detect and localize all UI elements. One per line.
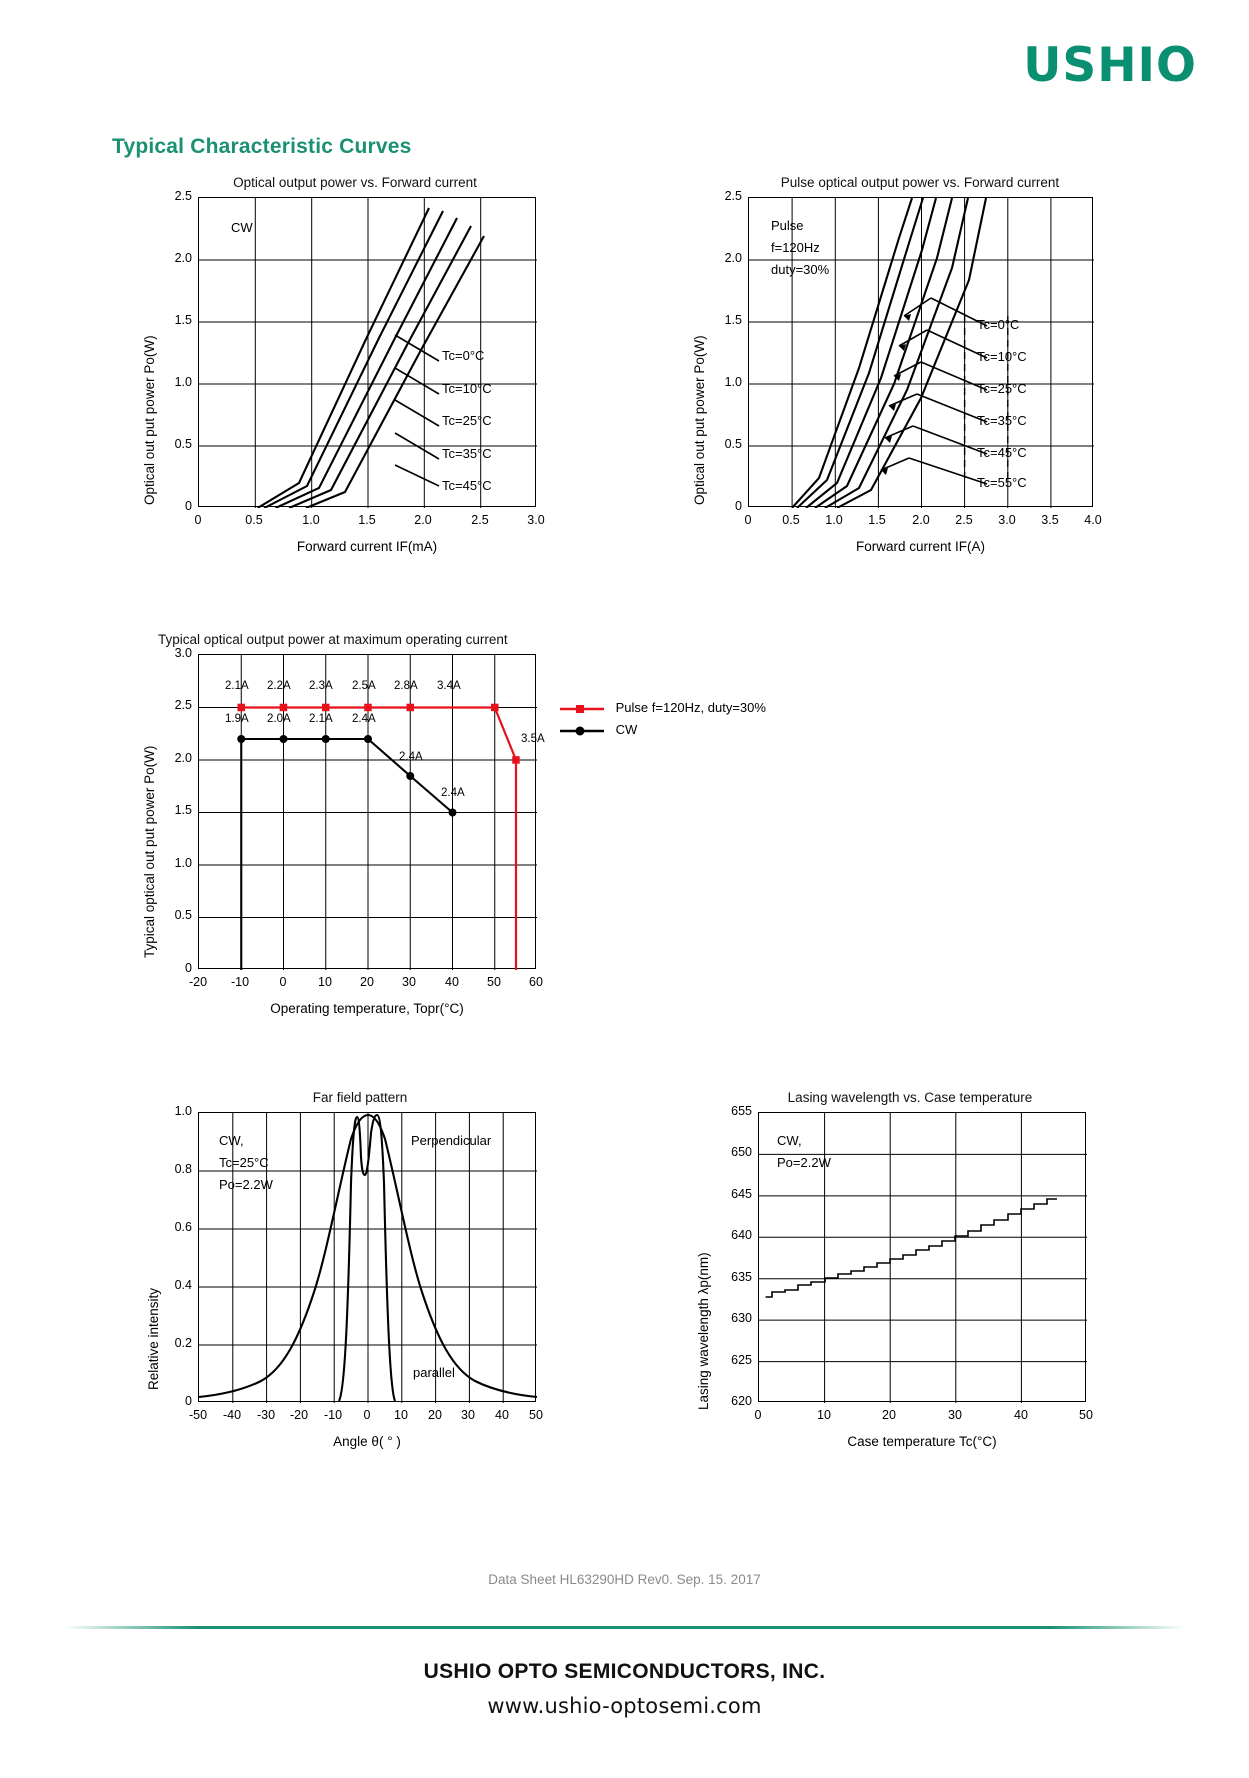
- series-label-tc35: Tc=35°C: [442, 446, 492, 461]
- y-tick: 1.5: [724, 313, 742, 327]
- series-label-tc25: Tc=25°C: [977, 381, 1027, 396]
- x-tick: 0.5: [245, 513, 263, 527]
- y-tick: 645: [731, 1187, 752, 1201]
- x-tick: 0.5: [782, 513, 800, 527]
- x-axis-label: Operating temperature, Topr(°C): [270, 1001, 464, 1016]
- x-tick: -10: [230, 975, 250, 989]
- point-label-pulse: 3.5A: [521, 733, 545, 745]
- y-tick: 1.0: [174, 375, 192, 389]
- y-tick: 1.5: [174, 313, 192, 327]
- x-axis-label: Forward current IF(A): [855, 539, 986, 554]
- point-label-pulse: 3.4A: [437, 680, 461, 692]
- x-tick: 30: [402, 975, 416, 989]
- x-tick: 40: [1014, 1408, 1028, 1422]
- page-title: Typical Characteristic Curves: [112, 135, 412, 158]
- y-tick: 0.5: [724, 437, 742, 451]
- chart-legend: [560, 700, 860, 744]
- x-tick: 2.5: [471, 513, 489, 527]
- y-axis-label: Optical out put power Po(W): [142, 335, 157, 505]
- point-label-cw: 2.4A: [352, 713, 376, 725]
- chart-wavelength-vs-case-temp: [690, 1090, 1120, 1490]
- y-tick: 1.0: [724, 375, 742, 389]
- chart-pulse-po-vs-if: [690, 175, 1130, 575]
- y-tick: 2.5: [174, 698, 192, 712]
- annotation-cw: CW,: [777, 1133, 802, 1148]
- x-tick: 10: [817, 1408, 831, 1422]
- series-label-tc25: Tc=25°C: [442, 413, 492, 428]
- legend-item-cw: [560, 722, 860, 744]
- x-tick: -10: [323, 1408, 343, 1422]
- x-tick: 40: [445, 975, 459, 989]
- y-tick: 620: [731, 1394, 752, 1408]
- x-tick: 20: [428, 1408, 442, 1422]
- x-tick: 3.0: [527, 513, 545, 527]
- x-axis-label: Angle θ( ° ): [333, 1434, 401, 1449]
- y-tick: 640: [731, 1228, 752, 1242]
- chart-title: Typical optical output power at maximum operating current: [158, 632, 508, 647]
- x-tick: 2.5: [955, 513, 973, 527]
- series-label-tc10: Tc=10°C: [977, 349, 1027, 364]
- y-axis-label: Typical optical out put power Po(W): [142, 745, 157, 958]
- point-label-cw: 2.4A: [441, 787, 465, 799]
- x-tick: 4.0: [1084, 513, 1102, 527]
- series-label-tc45: Tc=45°C: [977, 445, 1027, 460]
- x-tick: -30: [256, 1408, 276, 1422]
- series-label-tc0: Tc=0°C: [977, 317, 1020, 332]
- y-tick: 655: [731, 1104, 752, 1118]
- y-axis-label: Optical out put power Po(W): [692, 335, 707, 505]
- x-tick: -20: [188, 975, 208, 989]
- plot-area: [198, 654, 545, 969]
- x-tick: 20: [360, 975, 374, 989]
- x-tick: 40: [495, 1408, 509, 1422]
- y-tick: 0: [185, 499, 192, 513]
- y-tick: 2.0: [174, 251, 192, 265]
- datasheet-note: Data Sheet HL63290HD Rev0. Sep. 15. 2017: [488, 1572, 761, 1587]
- y-tick: 0.2: [174, 1336, 192, 1350]
- x-tick: 0: [744, 513, 752, 527]
- legend-label-pulse: Pulse f=120Hz, duty=30%: [615, 700, 766, 715]
- x-tick: 1.0: [302, 513, 320, 527]
- series-label-tc35: Tc=35°C: [977, 413, 1027, 428]
- chart-cw-po-vs-if: [140, 175, 560, 575]
- x-tick: 0: [194, 513, 202, 527]
- y-tick: 1.5: [174, 803, 192, 817]
- point-label-pulse: 2.2A: [267, 680, 291, 692]
- annotation-power: Po=2.2W: [219, 1177, 273, 1192]
- x-tick: 30: [461, 1408, 475, 1422]
- x-tick: 1.0: [825, 513, 843, 527]
- legend-label-cw: CW: [615, 722, 638, 737]
- annotation-pulse: Pulse: [771, 218, 804, 233]
- series-label-tc55: Tc=55°C: [977, 475, 1027, 490]
- x-axis-label: Case temperature Tc(°C): [847, 1434, 997, 1449]
- x-tick: 1.5: [358, 513, 376, 527]
- y-tick: 2.0: [724, 251, 742, 265]
- footer-divider: [64, 1626, 1185, 1629]
- y-tick: 2.5: [724, 189, 742, 203]
- annotation-cw: CW: [231, 220, 253, 235]
- y-tick: 2.5: [174, 189, 192, 203]
- x-tick: 3.5: [1041, 513, 1059, 527]
- chart-title: Far field pattern: [312, 1090, 408, 1105]
- y-tick: 0: [185, 961, 192, 975]
- x-tick: 0: [754, 1408, 762, 1422]
- series-label-tc0: Tc=0°C: [442, 348, 485, 363]
- x-tick: 50: [529, 1408, 543, 1422]
- series-label-perpendicular: Perpendicular: [411, 1133, 492, 1148]
- point-label-cw: 2.4A: [399, 751, 423, 763]
- x-tick: 20: [882, 1408, 896, 1422]
- y-tick: 630: [731, 1311, 752, 1325]
- annotation-case-temp: Tc=25°C: [219, 1155, 269, 1170]
- x-tick: 50: [1079, 1408, 1093, 1422]
- company-website: www.ushio-optosemi.com: [487, 1694, 762, 1718]
- y-tick: 3.0: [174, 646, 192, 660]
- y-tick: 0.8: [174, 1162, 192, 1176]
- annotation-frequency: f=120Hz: [771, 240, 820, 255]
- x-tick: 1.5: [868, 513, 886, 527]
- legend-item-pulse: [560, 700, 860, 722]
- x-tick: -50: [188, 1408, 208, 1422]
- x-tick: 30: [948, 1408, 962, 1422]
- point-label-cw: 2.0A: [267, 713, 291, 725]
- plot-area: [748, 197, 1093, 507]
- y-axis-label: Lasing wavelength λp(nm): [696, 1252, 711, 1410]
- y-tick: 1.0: [174, 856, 192, 870]
- x-tick: -40: [222, 1408, 242, 1422]
- point-label-pulse: 2.1A: [225, 680, 249, 692]
- y-tick: 2.0: [174, 751, 192, 765]
- x-tick: 10: [318, 975, 332, 989]
- x-tick: 50: [487, 975, 501, 989]
- chart-po-vs-topr: [140, 632, 870, 1016]
- point-label-pulse: 2.5A: [352, 680, 376, 692]
- annotation-power: Po=2.2W: [777, 1155, 831, 1170]
- ushio-logo: USHIO: [1023, 38, 1197, 93]
- chart-title: Lasing wavelength vs. Case temperature: [787, 1090, 1033, 1105]
- y-tick: 0.5: [174, 908, 192, 922]
- annotation-duty: duty=30%: [771, 262, 830, 277]
- point-label-cw: 2.1A: [309, 713, 333, 725]
- x-tick: 0: [363, 1408, 371, 1422]
- x-axis-label: Forward current IF(mA): [296, 539, 438, 554]
- y-tick: 625: [731, 1353, 752, 1367]
- plot-area: [198, 1112, 536, 1402]
- y-tick: 0: [735, 499, 742, 513]
- y-tick: 1.0: [174, 1104, 192, 1118]
- series-label-tc10: Tc=10°C: [442, 381, 492, 396]
- y-tick: 0: [185, 1394, 192, 1408]
- point-label-pulse: 2.8A: [394, 680, 418, 692]
- chart-title: Pulse optical output power vs. Forward current: [780, 175, 1060, 190]
- x-tick: 3.0: [998, 513, 1016, 527]
- annotation-cw: CW,: [219, 1133, 244, 1148]
- y-axis-label: Relative intensity: [146, 1287, 161, 1390]
- x-tick: 0: [279, 975, 287, 989]
- y-tick: 0.5: [174, 437, 192, 451]
- y-tick: 0.6: [174, 1220, 192, 1234]
- point-label-pulse: 2.3A: [309, 680, 333, 692]
- company-name: USHIO OPTO SEMICONDUCTORS, INC.: [423, 1660, 826, 1683]
- chart-far-field-pattern: [140, 1090, 570, 1490]
- y-tick: 0.4: [174, 1278, 192, 1292]
- y-tick: 635: [731, 1270, 752, 1284]
- series-label-tc45: Tc=45°C: [442, 478, 492, 493]
- plot-area: [758, 1112, 1086, 1402]
- y-tick: 650: [731, 1145, 752, 1159]
- x-tick: 60: [529, 975, 543, 989]
- plot-area: [198, 197, 536, 507]
- x-tick: 2.0: [912, 513, 930, 527]
- x-tick: -20: [289, 1408, 309, 1422]
- chart-title: Optical output power vs. Forward current: [233, 175, 477, 190]
- series-label-parallel: parallel: [413, 1365, 455, 1380]
- x-tick: 2.0: [414, 513, 432, 527]
- x-tick: 10: [394, 1408, 408, 1422]
- point-label-cw: 1.9A: [225, 713, 249, 725]
